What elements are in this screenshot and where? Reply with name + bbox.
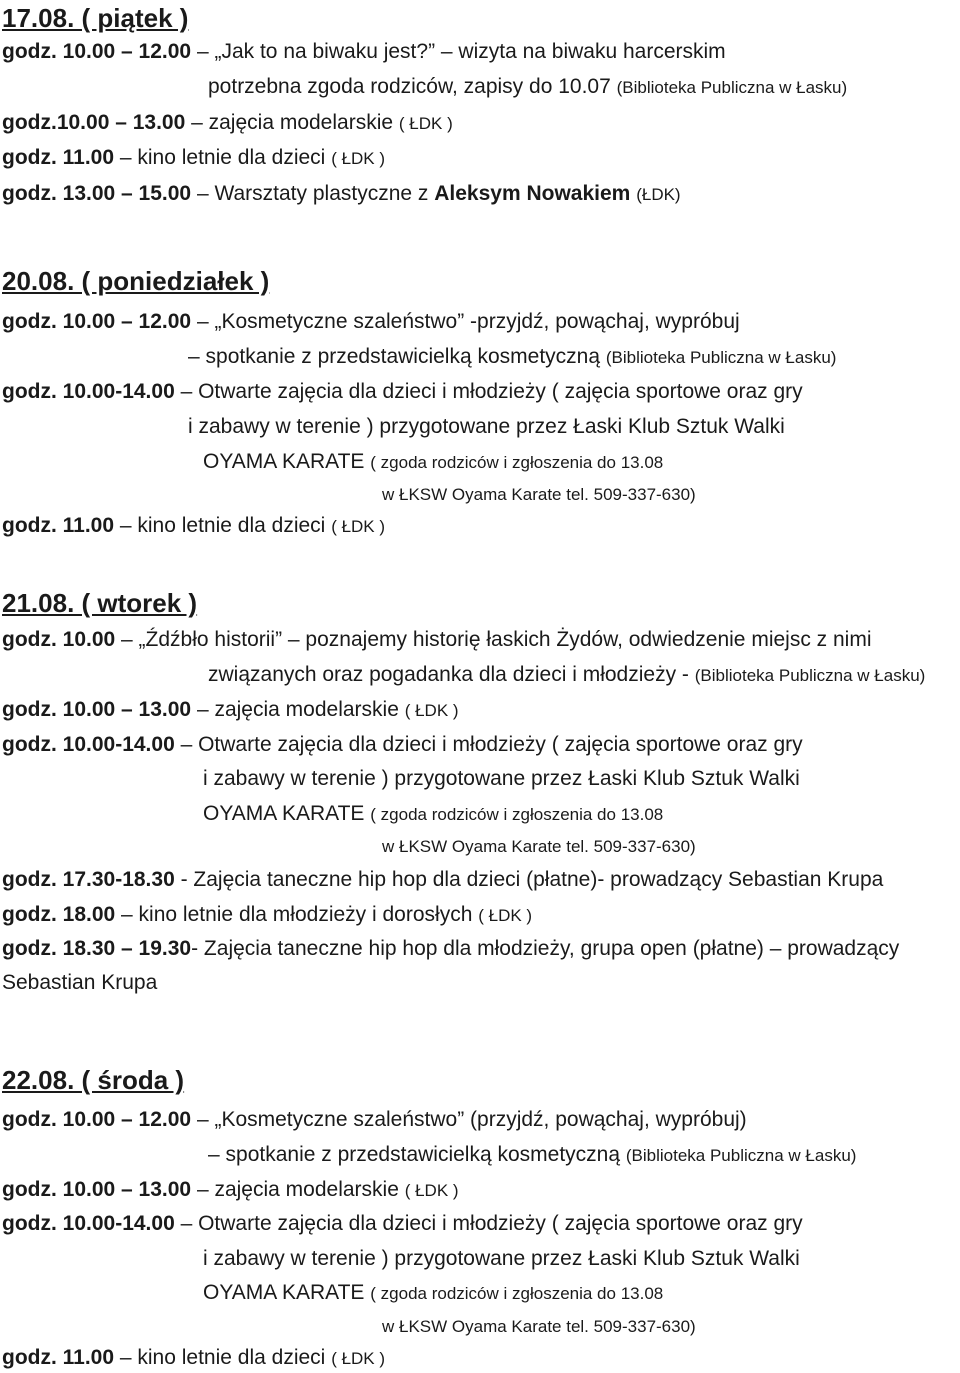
schedule-line: godz. 18.30 – 19.30- Zajęcia taneczne hip hop dla młodzieży, grupa open (płatne) – prowadzący xyxy=(2,937,900,960)
schedule-line: w ŁKSW Oyama Karate tel. 509-337-630) xyxy=(382,1317,696,1336)
schedule-line: w ŁKSW Oyama Karate tel. 509-337-630) xyxy=(382,485,696,504)
schedule-line: – spotkanie z przedstawicielką kosmetyczną (Biblioteka Publiczna w Łasku) xyxy=(188,345,837,368)
schedule-line: godz. 10.00 – 13.00 – zajęcia modelarskie ( ŁDK ) xyxy=(2,1178,459,1201)
schedule-line: godz. 11.00 – kino letnie dla dzieci ( ŁDK ) xyxy=(2,514,386,537)
day-heading: 17.08. ( piątek ) xyxy=(2,3,189,33)
schedule-line: i zabawy w terenie ) przygotowane przez Łaski Klub Sztuk Walki xyxy=(203,1247,800,1270)
schedule-line: godz. 10.00 – 12.00 – „Kosmetyczne szaleństwo” (przyjdź, powąchaj, wypróbuj) xyxy=(2,1108,747,1131)
schedule-line: i zabawy w terenie ) przygotowane przez Łaski Klub Sztuk Walki xyxy=(203,767,800,790)
schedule-line: godz. 10.00-14.00 – Otwarte zajęcia dla dzieci i młodzieży ( zajęcia sportowe oraz gry xyxy=(2,733,803,756)
schedule-line: godz.10.00 – 13.00 – zajęcia modelarskie ( ŁDK ) xyxy=(2,111,453,134)
schedule-line: związanych oraz pogadanka dla dzieci i młodzieży - (Biblioteka Publiczna w Łasku) xyxy=(208,663,926,686)
schedule-line: Sebastian Krupa xyxy=(2,971,158,994)
schedule-line: godz. 10.00 – 12.00 – „Kosmetyczne szaleństwo” -przyjdź, powąchaj, wypróbuj xyxy=(2,310,740,333)
schedule-line: godz. 13.00 – 15.00 – Warsztaty plastyczne z Aleksym Nowakiem (ŁDK) xyxy=(2,182,681,205)
schedule-line: OYAMA KARATE ( zgoda rodziców i zgłoszenia do 13.08 xyxy=(203,802,664,825)
schedule-line: OYAMA KARATE ( zgoda rodziców i zgłoszenia do 13.08 xyxy=(203,450,664,473)
schedule-line: godz. 10.00-14.00 – Otwarte zajęcia dla dzieci i młodzieży ( zajęcia sportowe oraz gry xyxy=(2,1212,803,1235)
schedule-line: godz. 10.00 – 13.00 – zajęcia modelarskie ( ŁDK ) xyxy=(2,698,459,721)
day-heading: 21.08. ( wtorek ) xyxy=(2,588,198,618)
schedule-line: – spotkanie z przedstawicielką kosmetyczną (Biblioteka Publiczna w Łasku) xyxy=(208,1143,857,1166)
schedule-line: godz. 11.00 – kino letnie dla dzieci ( ŁDK ) xyxy=(2,146,386,169)
schedule-line: w ŁKSW Oyama Karate tel. 509-337-630) xyxy=(382,837,696,856)
schedule-line: godz. 10.00 – „Źdźbło historii” – poznajemy historię łaskich Żydów, odwiedzenie miejsc z nimi xyxy=(2,628,872,651)
schedule-line: godz. 10.00 – 12.00 – „Jak to na biwaku jest?” – wizyta na biwaku harcerskim xyxy=(2,40,726,63)
day-heading: 22.08. ( środa ) xyxy=(2,1065,185,1095)
schedule-line: godz. 11.00 – kino letnie dla dzieci ( ŁDK ) xyxy=(2,1346,386,1369)
schedule-line: i zabawy w terenie ) przygotowane przez Łaski Klub Sztuk Walki xyxy=(188,415,785,438)
day-heading: 20.08. ( poniedziałek ) xyxy=(2,266,270,296)
schedule-line: potrzebna zgoda rodziców, zapisy do 10.07 (Biblioteka Publiczna w Łasku) xyxy=(208,75,848,98)
schedule-line: godz. 17.30-18.30 - Zajęcia taneczne hip hop dla dzieci (płatne)- prowadzący Sebastian Krupa xyxy=(2,868,884,891)
schedule-line: godz. 10.00-14.00 – Otwarte zajęcia dla dzieci i młodzieży ( zajęcia sportowe oraz gry xyxy=(2,380,803,403)
schedule-line: godz. 18.00 – kino letnie dla młodzieży i dorosłych ( ŁDK ) xyxy=(2,903,533,926)
schedule-line: OYAMA KARATE ( zgoda rodziców i zgłoszenia do 13.08 xyxy=(203,1281,664,1304)
